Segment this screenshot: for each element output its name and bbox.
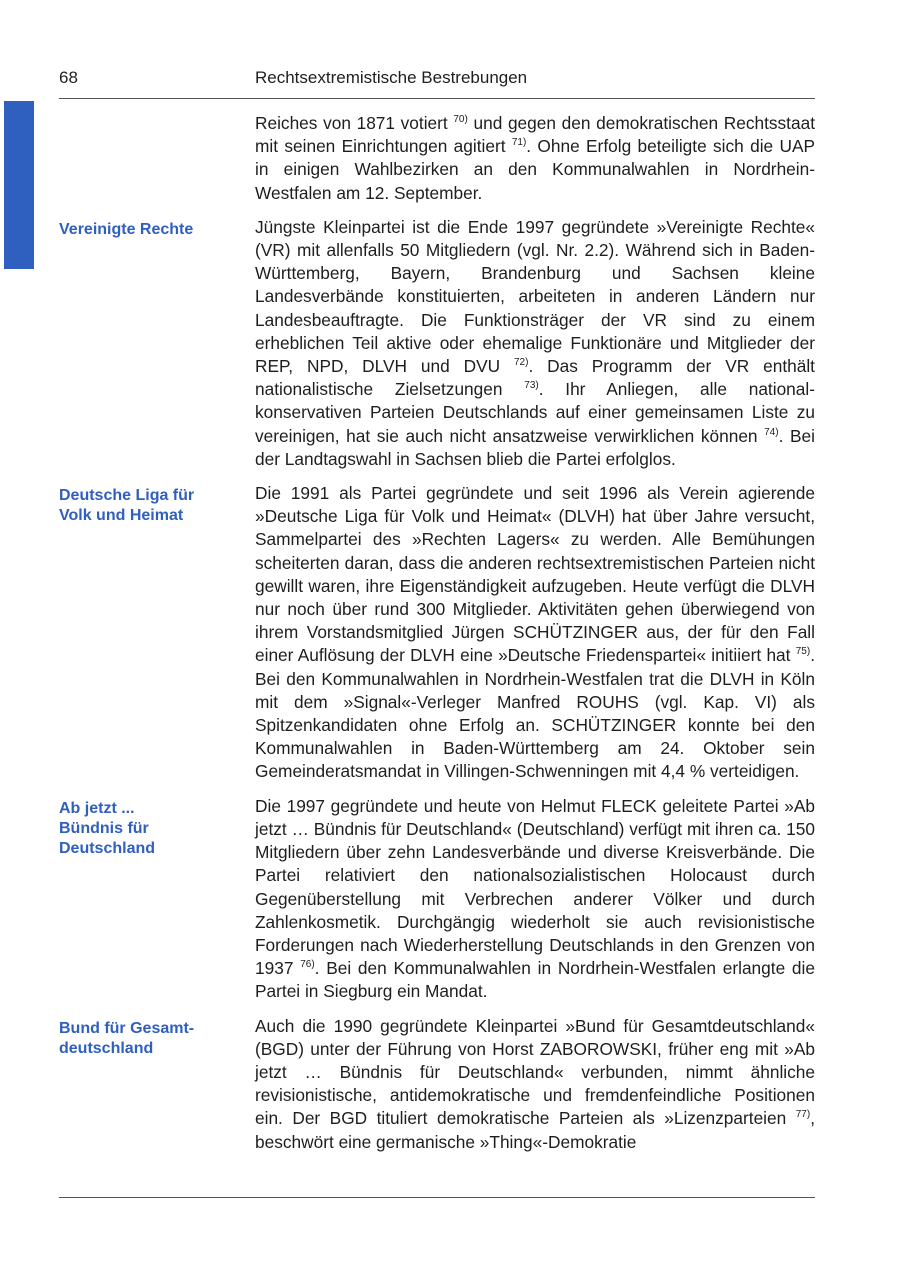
margin-heading bbox=[59, 112, 255, 205]
margin-heading bbox=[59, 482, 255, 784]
paragraph-text: Jüngste Kleinpartei ist die Ende 1997 gegründete »Vereinigte Rechte« (VR) mit allenfalls 50 Mitgliedern (vgl. Nr. 2.2). Während sich in Baden-Württemberg, Bayern, Brandenburg und Sachsen kleine Landesverbände konstituierten, arbeiteten in anderen Ländern nur Landesbeauftragte. Die Funktionsträger der VR sind zu einem erheblichen Teil aktive oder ehemalige Funktionäre und Mitglieder der REP, NPD, DLVH und DVU bbox=[255, 216, 815, 377]
paragraph bbox=[255, 216, 815, 471]
margin-heading-line: Bund für Gesamt- bbox=[59, 1019, 195, 1037]
margin-heading-line: Ab jetzt ... bbox=[59, 799, 135, 817]
section bbox=[59, 795, 815, 1004]
footnote-ref: 76) bbox=[300, 959, 315, 971]
margin-heading-line: Vereinigte Rechte bbox=[59, 220, 194, 238]
margin-heading bbox=[59, 795, 255, 1004]
paragraph-text: . Bei der Landtagswahl in Sachsen blieb die Partei erfolglos. bbox=[255, 425, 815, 469]
margin-heading bbox=[59, 1015, 255, 1154]
chapter-marker-bar bbox=[4, 101, 34, 269]
margin-heading-line: Deutschland bbox=[59, 839, 156, 857]
page-content bbox=[59, 112, 815, 1154]
footer-rule bbox=[59, 1197, 815, 1198]
paragraph bbox=[255, 795, 815, 1004]
paragraph-text: . Ihr Anliegen, alle national-konservativen Parteien Deutschlands auf einer gemeinsamen Liste zu vereinigen, hat sie auch nicht ansatzweise verwirklichen können bbox=[255, 379, 815, 446]
paragraph-text: . Bei den Kommunalwahlen in Nordrhein-Westfalen erlangte die Partei in Siegburg ein Mandat. bbox=[255, 958, 815, 1002]
margin-heading-line: deutschland bbox=[59, 1039, 154, 1057]
paragraph-text: , beschwört eine germanische »Thing«-Demokratie bbox=[255, 1108, 815, 1152]
footnote-ref: 71) bbox=[511, 137, 527, 149]
paragraph bbox=[255, 112, 815, 205]
paragraph-text: und gegen den demokratischen Rechtsstaat mit seinen Einrichtungen agitiert bbox=[255, 113, 815, 157]
footnote-ref: 73) bbox=[524, 380, 539, 392]
section bbox=[59, 1015, 815, 1154]
margin-heading-line: Volk und Heimat bbox=[59, 507, 184, 525]
paragraph-text: Reiches von 1871 votiert bbox=[255, 113, 454, 133]
paragraph-text: . Ohne Erfolg beteiligte sich die UAP in einigen Wahlbezirken an den Kommunalwahlen in Nordrhein-Westfalen am 12. September. bbox=[255, 136, 816, 203]
footnote-ref: 70) bbox=[453, 114, 468, 126]
paragraph-text: Die 1997 gegründete und heute von Helmut FLECK geleitete Partei »Ab jetzt … Bündnis für Deutschland« (Deutschland) verfügt mit ihren ca. 150 Mitgliedern über zehn Landesverbände und diverse Kreisverbände. Die Partei relativiert den nationalsozialistischen Holocaust durch Gegenüberstellung mit Verbrechen anderer Völker und durch Zahlenkosmetik. Durchgängig wiederholt sie auch revisionistische Forderungen nach Wiederherstellung Deutschlands in den Grenzen von 1937 bbox=[255, 795, 815, 979]
running-title: Rechtsextremistische Bestrebungen bbox=[255, 68, 528, 87]
paragraph-text: Die 1991 als Partei gegründete und seit 1996 als Verein agierende »Deutsche Liga für Volk und Heimat« (DLVH) hat über Jahre versucht, Sammelpartei des »Rechten Lagers« zu werden. Alle Bemühungen scheiterten daran, dass die anderen rechtsextremistischen Parteien nicht gewillt waren, ihre Eigenständigkeit aufzugeben. Heute verfügt die DLVH nur noch über rund 300 Mitglieder. Aktivitäten gehen überwiegend von ihrem Vorstandsmitglied Jürgen SCHÜTZINGER aus, der für den Fall einer Auflösung der DLVH eine »Deutsche Friedenspartei« initiiert hat bbox=[255, 483, 815, 666]
margin-heading bbox=[59, 216, 255, 471]
section bbox=[59, 112, 815, 205]
paragraph-text: Auch die 1990 gegründete Kleinpartei »Bund für Gesamtdeutschland« (BGD) unter der Führung von Horst ZABOROWSKI, früher eng mit »Ab jetzt … Bündnis für Deutschland« verbunden, nimmt ähnliche revisionistische, antidemokratische und fremdenfeindliche Positionen ein. Der BGD tituliert demokratische Parteien als »Lizenzparteien bbox=[255, 1015, 815, 1129]
paragraph-text: . Das Programm der VR enthält nationalistische Zielsetzungen bbox=[255, 356, 815, 400]
page-number: 68 bbox=[59, 68, 78, 87]
footnote-ref: 75) bbox=[795, 646, 811, 658]
margin-heading-line: Bündnis für bbox=[59, 819, 149, 837]
footnote-ref: 74) bbox=[764, 426, 779, 438]
page-header bbox=[59, 68, 815, 99]
paragraph bbox=[255, 1015, 815, 1154]
paragraph-text: . Bei den Kommunalwahlen in Nordrhein-Westfalen trat die DLVH in Köln mit dem »Signal«-Verleger Manfred ROUHS (vgl. Kap. VI) als Spitzenkandidaten ohne Erfolg an. SCHÜTZINGER konnte bei den Kommunalwahlen in Baden-Württemberg am 24. Oktober sein Gemeinderatsmandat in Villingen-Schwenningen mit 4,4 % verteidigen. bbox=[255, 645, 815, 782]
paragraph bbox=[255, 482, 815, 784]
section bbox=[59, 482, 815, 784]
section bbox=[59, 216, 815, 471]
footnote-ref: 72) bbox=[514, 357, 529, 369]
footnote-ref: 77) bbox=[795, 1109, 811, 1121]
margin-heading-line: Deutsche Liga für bbox=[59, 487, 195, 505]
